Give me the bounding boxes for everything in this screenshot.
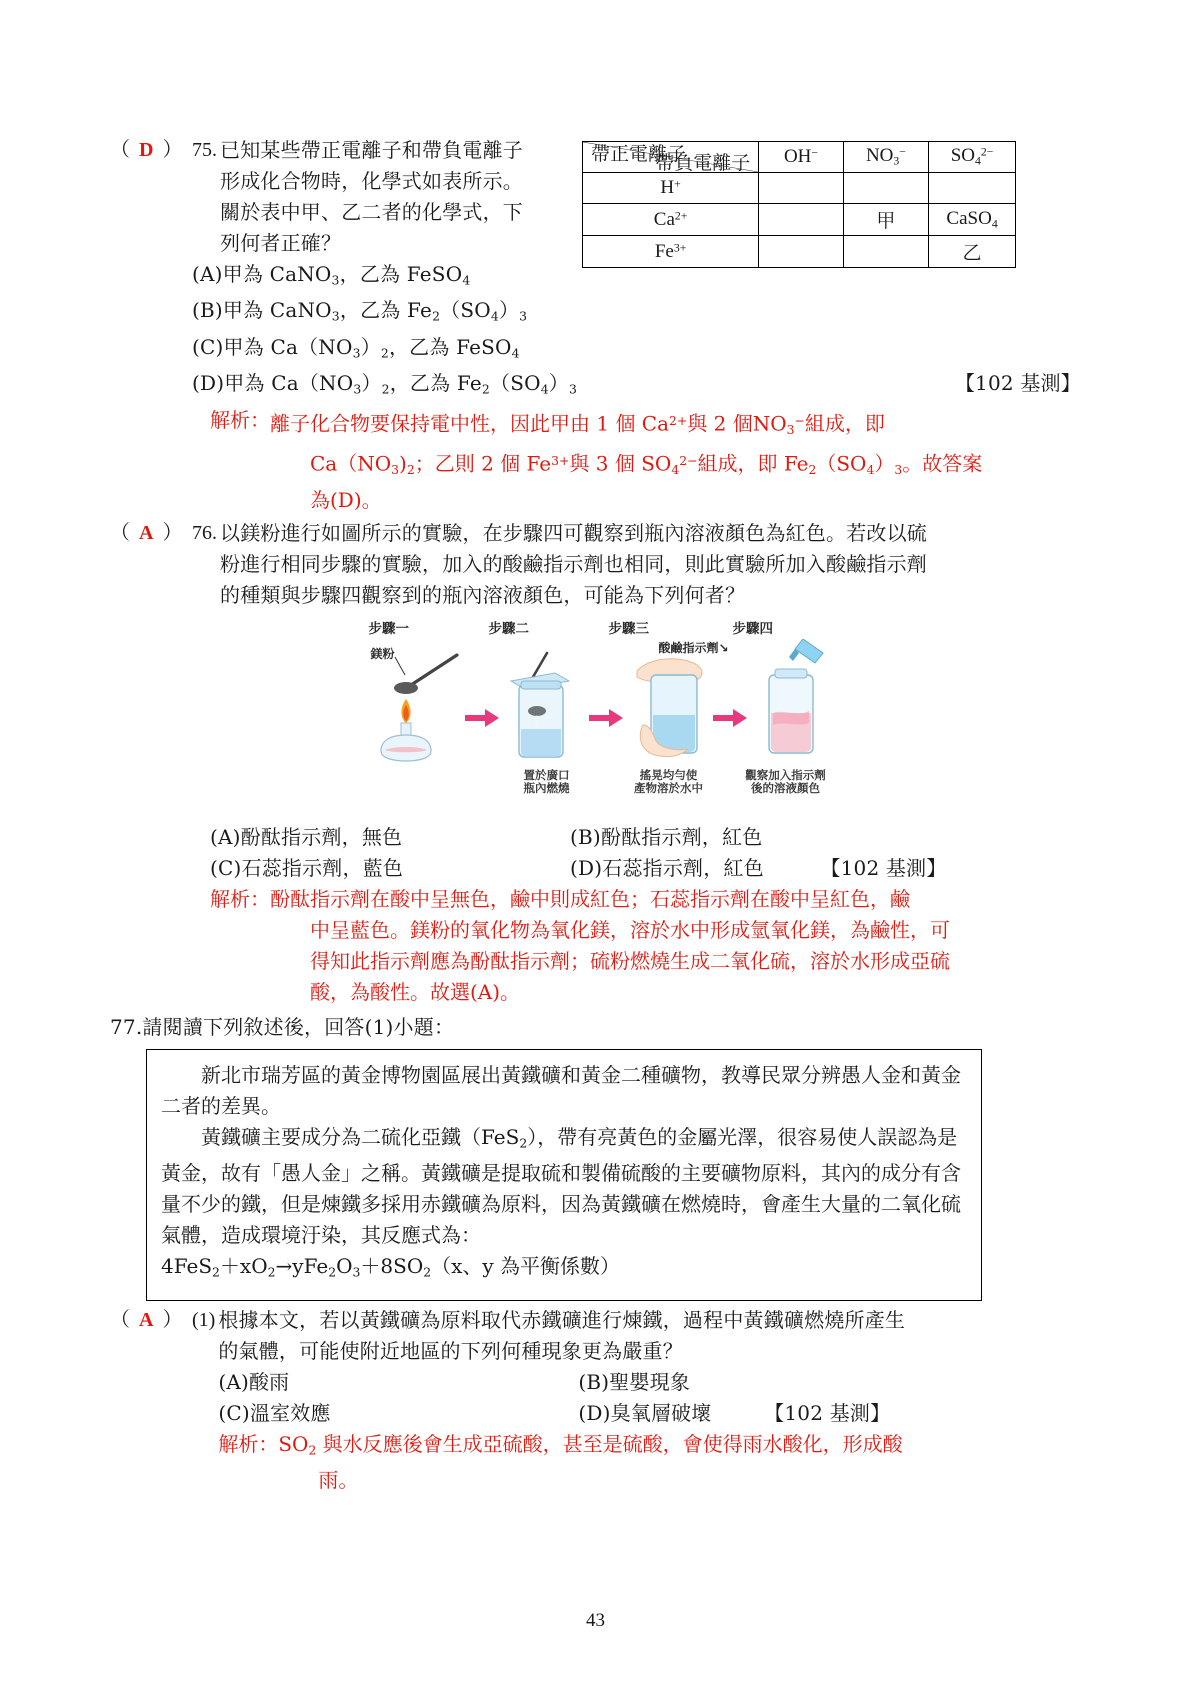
q75-number: 75. <box>192 139 217 161</box>
q75-stem-line: 關於表中甲、乙二者的化學式，下 <box>220 200 523 224</box>
figure-annotation-indicator: 酸鹼指示劑↘ <box>658 640 729 655</box>
figure-arrow-icon-1 <box>465 709 499 727</box>
q75-explanation-line-2: $Ca(NO_3)_2$；乙則 2 個 $Fe^{3+}$與 3 個 $SO_4^{2-}$組成，即 $Fe_2(SO_4)_3$。故答案 <box>310 451 983 477</box>
q77-1-stem-line: 根據本文，若以黃鐵礦為原料取代赤鐵礦進行煉鐵，過程中黃鐵礦燃燒所產生 <box>218 1307 906 1332</box>
q76-stem-line: 以鎂粉進行如圖所示的實驗，在步驟四可觀察到瓶內溶液顏色為紅色。若改以硫 <box>220 520 927 545</box>
table-row <box>583 204 1016 236</box>
explanation-lead: 解析： <box>218 1431 279 1456</box>
table-row-header: H+ <box>583 173 759 204</box>
q77-1-explanation-line-2: 雨。 <box>318 1468 359 1493</box>
figure-step-label-2: 步驟二 <box>488 620 529 637</box>
table-cell <box>759 204 844 236</box>
table-row-header: $Ca^{2+}$ <box>583 204 759 236</box>
figure-arrow-icon-2 <box>589 709 623 727</box>
table-col-header: OH− <box>759 142 844 173</box>
q75-ion-table <box>582 141 1016 268</box>
q77-1-source: 【102 基測】 <box>764 1400 891 1425</box>
figure-step2-art <box>503 651 589 763</box>
table-corner-cell <box>583 142 759 173</box>
question-75 <box>110 135 1081 516</box>
explanation-line-1: $SO_2$ 與水反應後會生成亞硫酸，甚至是硫酸，會使得雨水酸化，形成酸 <box>278 1431 903 1458</box>
q77-1-option-c: (C)溫室效應 <box>218 1400 331 1425</box>
table-cell <box>843 236 928 268</box>
explanation-lead: 解析： <box>210 407 270 432</box>
table-cell: 乙 <box>929 236 1016 268</box>
table-col-header: $SO_4^{2-}$ <box>929 142 1016 173</box>
table-cell: 甲 <box>843 204 928 236</box>
table-col-header: $NO_3^-$ <box>843 142 928 173</box>
q77-reading-passage <box>146 1049 982 1301</box>
q75-stem-line: 已知某些帶正電離子和帶負電離子 <box>220 138 523 162</box>
q76-stem <box>220 518 1081 611</box>
table-row <box>583 236 1016 268</box>
q76-option-d: (D)石蕊指示劑，紅色 【102 基測】 <box>570 855 947 880</box>
q76-answer-bracket: （ A ） <box>110 521 183 544</box>
figure-arrow-icon-3 <box>713 709 747 727</box>
q75-explanation <box>210 405 1081 445</box>
q77-1-explanation <box>218 1429 1081 1465</box>
passage-paragraph-1: 新北市瑞芳區的黃金博物園區展出黃鐵礦和黃金二種礦物，教導民眾分辨愚人金和黃金二者的差異。 <box>161 1062 961 1118</box>
q75-answer-bracket: （ D ） <box>110 139 183 161</box>
explanation-line-1: 離子化合物要保持電中性，因此甲由 1 個 $Ca^{2+}$與 2 個$NO_3^-$組成，即 <box>270 411 885 437</box>
passage-paragraph-2: 黃鐵礦主要成分為二硫化亞鐵（FeS$_2$），帶有亮黃色的金屬光澤，很容易使人誤認為是黃金，故有「愚人金」之稱。黃鐵礦是提取硫和製備硫酸的主要礦物原料，其內的成分有含量不少的鐵，但是煉鐵多採用赤鐵礦為原料，因為黃鐵礦在燃燒時，會產生大量的二氧化硫氣體，造成環境汙染，其反應式為： <box>161 1124 961 1248</box>
q75-answer-mark: D <box>139 139 154 161</box>
figure-step-label-1: 步驟一 <box>368 620 409 637</box>
q77-1-option-b: (B)聖嬰現象 <box>578 1369 691 1394</box>
table-header-row <box>583 142 1016 173</box>
q75-option-d: (D)甲為 $Ca(NO_3)_2$，乙為 $Fe_2(SO_4)_3$ 【102 基測】 <box>192 368 1081 404</box>
table-cell <box>929 173 1016 204</box>
q77-1-option-d: (D)臭氧層破壞 【102 基測】 <box>578 1400 891 1425</box>
q76-number: 76. <box>192 521 217 544</box>
q76-option-c: (C)石蕊指示劑，藍色 <box>210 855 404 880</box>
q75-option-a: (A)甲為 CaNO$_3$，乙為 FeSO$_4$ <box>192 262 471 288</box>
q77-1-label: (1) <box>192 1308 216 1331</box>
figure-step3-art <box>625 645 725 765</box>
corner-negative-label: 帶負電離子 <box>655 152 751 174</box>
figure-step-label-3: 步驟三 <box>608 620 649 637</box>
table-row <box>583 173 1016 204</box>
q77-1-answer-bracket: （ A ） <box>110 1308 183 1331</box>
table-cell <box>843 173 928 204</box>
q76-option-b: (B)酚酞指示劑，紅色 <box>570 824 763 849</box>
q75-option-c: (C)甲為 $Ca(NO_3)_2$，乙為 FeSO$_4$ <box>192 334 520 361</box>
q77-1-stem-line: 的氣體，可能使附近地區的下列何種現象更為嚴重？ <box>218 1338 683 1363</box>
figure-caption-1: 置於廣口 瓶內燃燒 <box>523 767 570 795</box>
passage-equation: $4FeS_2+xO_2\to yFe_2O_3+8SO_2(x$、y 為平衡係數） <box>161 1254 621 1280</box>
question-76 <box>110 518 1081 1008</box>
q77-1-option-a: (A)酸雨 <box>218 1369 290 1394</box>
q77-1-stem <box>218 1305 1081 1496</box>
q75-source: 【102 基測】 <box>954 371 1081 396</box>
q76-explanation <box>210 884 1081 915</box>
q76-option-a: (A)酚酞指示劑，無色 <box>210 824 403 849</box>
q75-explanation-line-3: 為(D)。 <box>310 487 382 512</box>
q77-1-answer-mark: A <box>139 1308 154 1331</box>
explanation-line-1: 酚酞指示劑在酸中呈無色，鹼中則成紅色；石蕊指示劑在酸中呈紅色，鹼 <box>270 886 910 911</box>
q76-explanation-line-2: 中呈藍色。鎂粉的氧化物為氧化鎂，溶於水中形成氫氧化鎂，為鹼性，可 <box>310 917 950 942</box>
q76-explanation-line-3: 得知此指示劑應為酚酞指示劑；硫粉燃燒生成二氧化硫，溶於水形成亞硫 <box>310 948 950 973</box>
figure-caption-2: 搖晃均勻使 產物溶於水中 <box>634 767 703 795</box>
q75-option-b: (B)甲為 CaNO$_3$，乙為 $Fe_2(SO_4)_3$ <box>192 298 528 324</box>
figure-annotation-magnesium-powder: 鎂粉 <box>370 646 395 661</box>
figure-step1-art <box>365 647 475 762</box>
q76-explanation-line-4: 酸，為酸性。故選(A)。 <box>310 979 521 1004</box>
question-77 <box>110 1012 1081 1496</box>
q77-intro: 77.請閱讀下列敘述後，回答(1)小題： <box>110 1014 455 1039</box>
table-cell <box>759 173 844 204</box>
explanation-lead: 解析： <box>210 886 270 911</box>
q76-stem-line: 粉進行相同步驟的實驗，加入的酸鹼指示劑也相同，則此實驗所加入酸鹼指示劑 <box>220 551 927 576</box>
figure-caption-3: 觀察加入指示劑 後的溶液顏色 <box>745 767 826 795</box>
q76-source: 【102 基測】 <box>820 855 947 880</box>
q76-answer-mark: A <box>139 521 154 544</box>
q76-experiment-figure <box>361 617 831 795</box>
q76-stem-line: 的種類與步驟四觀察到的瓶內溶液顏色，可能為下列何者？ <box>220 582 746 607</box>
table-row-header: $Fe^{3+}$ <box>583 236 759 268</box>
q75-stem-line: 形成化合物時，化學式如表所示。 <box>220 169 523 193</box>
table-cell: CaSO$_4$ <box>929 204 1016 236</box>
table-cell <box>759 236 844 268</box>
figure-step4-art <box>749 639 831 765</box>
page-number: 43 <box>586 1610 605 1631</box>
corner-positive-label: 帶正電離子 <box>591 143 687 165</box>
figure-step-label-4: 步驟四 <box>732 620 773 637</box>
q75-stem-line: 列何者正確？ <box>220 231 342 255</box>
